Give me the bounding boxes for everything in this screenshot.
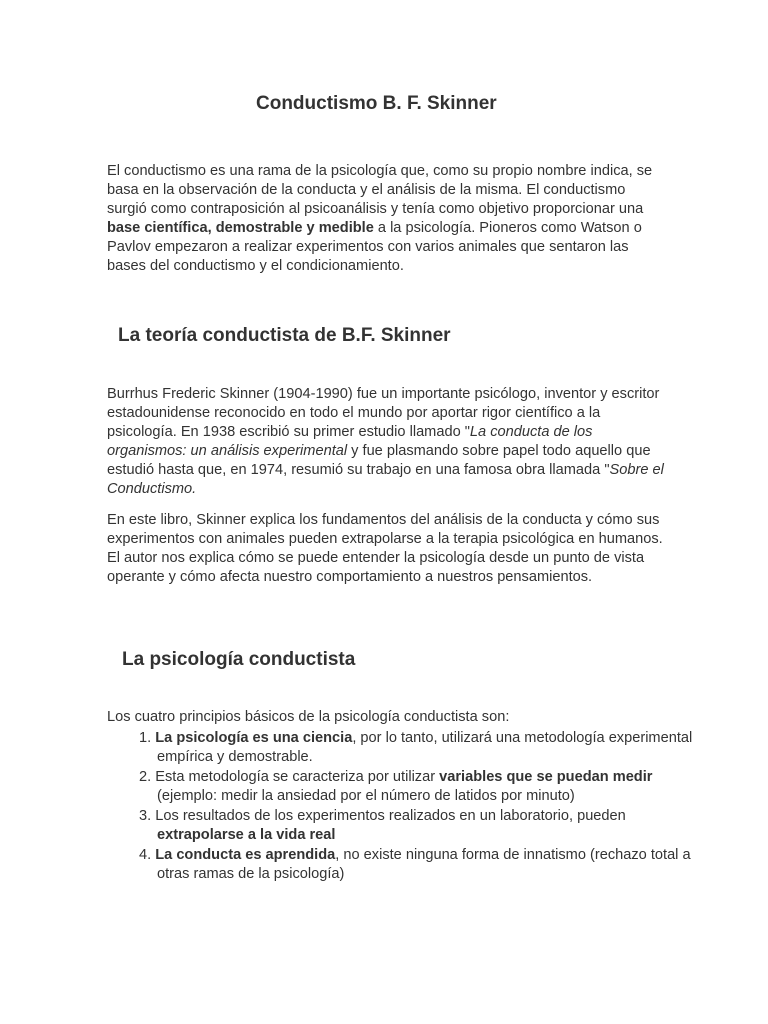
item-number: 4. xyxy=(139,847,152,863)
intro-paragraph xyxy=(107,162,667,276)
intro-bold: base científica, demostrable y medible xyxy=(107,220,374,236)
principles-lead: Los cuatro principios básicos de la psicología conductista son: xyxy=(107,709,510,725)
section-heading-skinner-theory: La teoría conductista de B.F. Skinner xyxy=(118,325,451,346)
item-bold: La psicología es una ciencia xyxy=(155,730,353,746)
principles-list xyxy=(134,729,694,885)
skinner-bio-paragraph xyxy=(107,385,667,499)
item-number: 1. xyxy=(139,730,152,746)
bio-italic-2: Sobre el Conductismo. xyxy=(107,462,664,497)
bio-italic-1: La conducta de los organismos: un análisis experimental xyxy=(107,424,593,459)
list-item: 2. Esta metodología se caracteriza por utilizar variables que se puedan medir (ejemplo: medir la ansiedad por el número de latidos por minuto) xyxy=(139,769,653,804)
list-item: 4. La conducta es aprendida, no existe ninguna forma de innatismo (rechazo total a otras ramas de la psicología) xyxy=(139,847,691,882)
bio-text-2: y fue plasmando sobre papel todo aquello que estudió hasta que, en 1974, resumió su trabajo en una famosa obra llamada " xyxy=(107,443,651,478)
bio-text-1: Burrhus Frederic Skinner (1904-1990) fue un importante psicólogo, inventor y escritor estadounidense reconocido en todo el mundo por aportar rigor científico a la psicología. En 1938 escribió su primer estudio llamado " xyxy=(107,386,660,440)
list-item: 1. La psicología es una ciencia, por lo tanto, utilizará una metodología experimental empírica y demostrable. xyxy=(139,730,693,765)
item-number: 3. xyxy=(139,808,152,824)
intro-text-2: a la psicología. Pioneros como Watson o Pavlov empezaron a realizar experimentos con varios animales que sentaron las bases del conductismo y el condicionamiento. xyxy=(107,220,642,274)
section-heading-psicologia: La psicología conductista xyxy=(122,649,356,670)
item-bold: extrapolarse a la vida real xyxy=(157,827,336,843)
intro-text-1: El conductismo es una rama de la psicología que, como su propio nombre indica, se basa en la observación de la conducta y el análisis de la misma. El conductismo surgió como contraposición al psicoanálisis y tenía como objetivo proporcionar una xyxy=(107,163,653,217)
document-title: Conductismo B. F. Skinner xyxy=(256,93,497,114)
item-bold: variables que se puedan medir xyxy=(439,769,653,785)
item-number: 2. xyxy=(139,769,152,785)
item-bold: La conducta es aprendida xyxy=(155,847,336,863)
list-item: 3. Los resultados de los experimentos realizados en un laboratorio, pueden extrapolarse a la vida real xyxy=(139,808,626,843)
skinner-book-paragraph: En este libro, Skinner explica los fundamentos del análisis de la conducta y cómo sus experimentos con animales pueden extrapolarse a la terapia psicológica en humanos. El autor nos explica cómo se puede entender la psicología desde un punto de vista operante y cómo afecta nuestro comportamiento a nuestros pensamientos. xyxy=(107,512,663,585)
